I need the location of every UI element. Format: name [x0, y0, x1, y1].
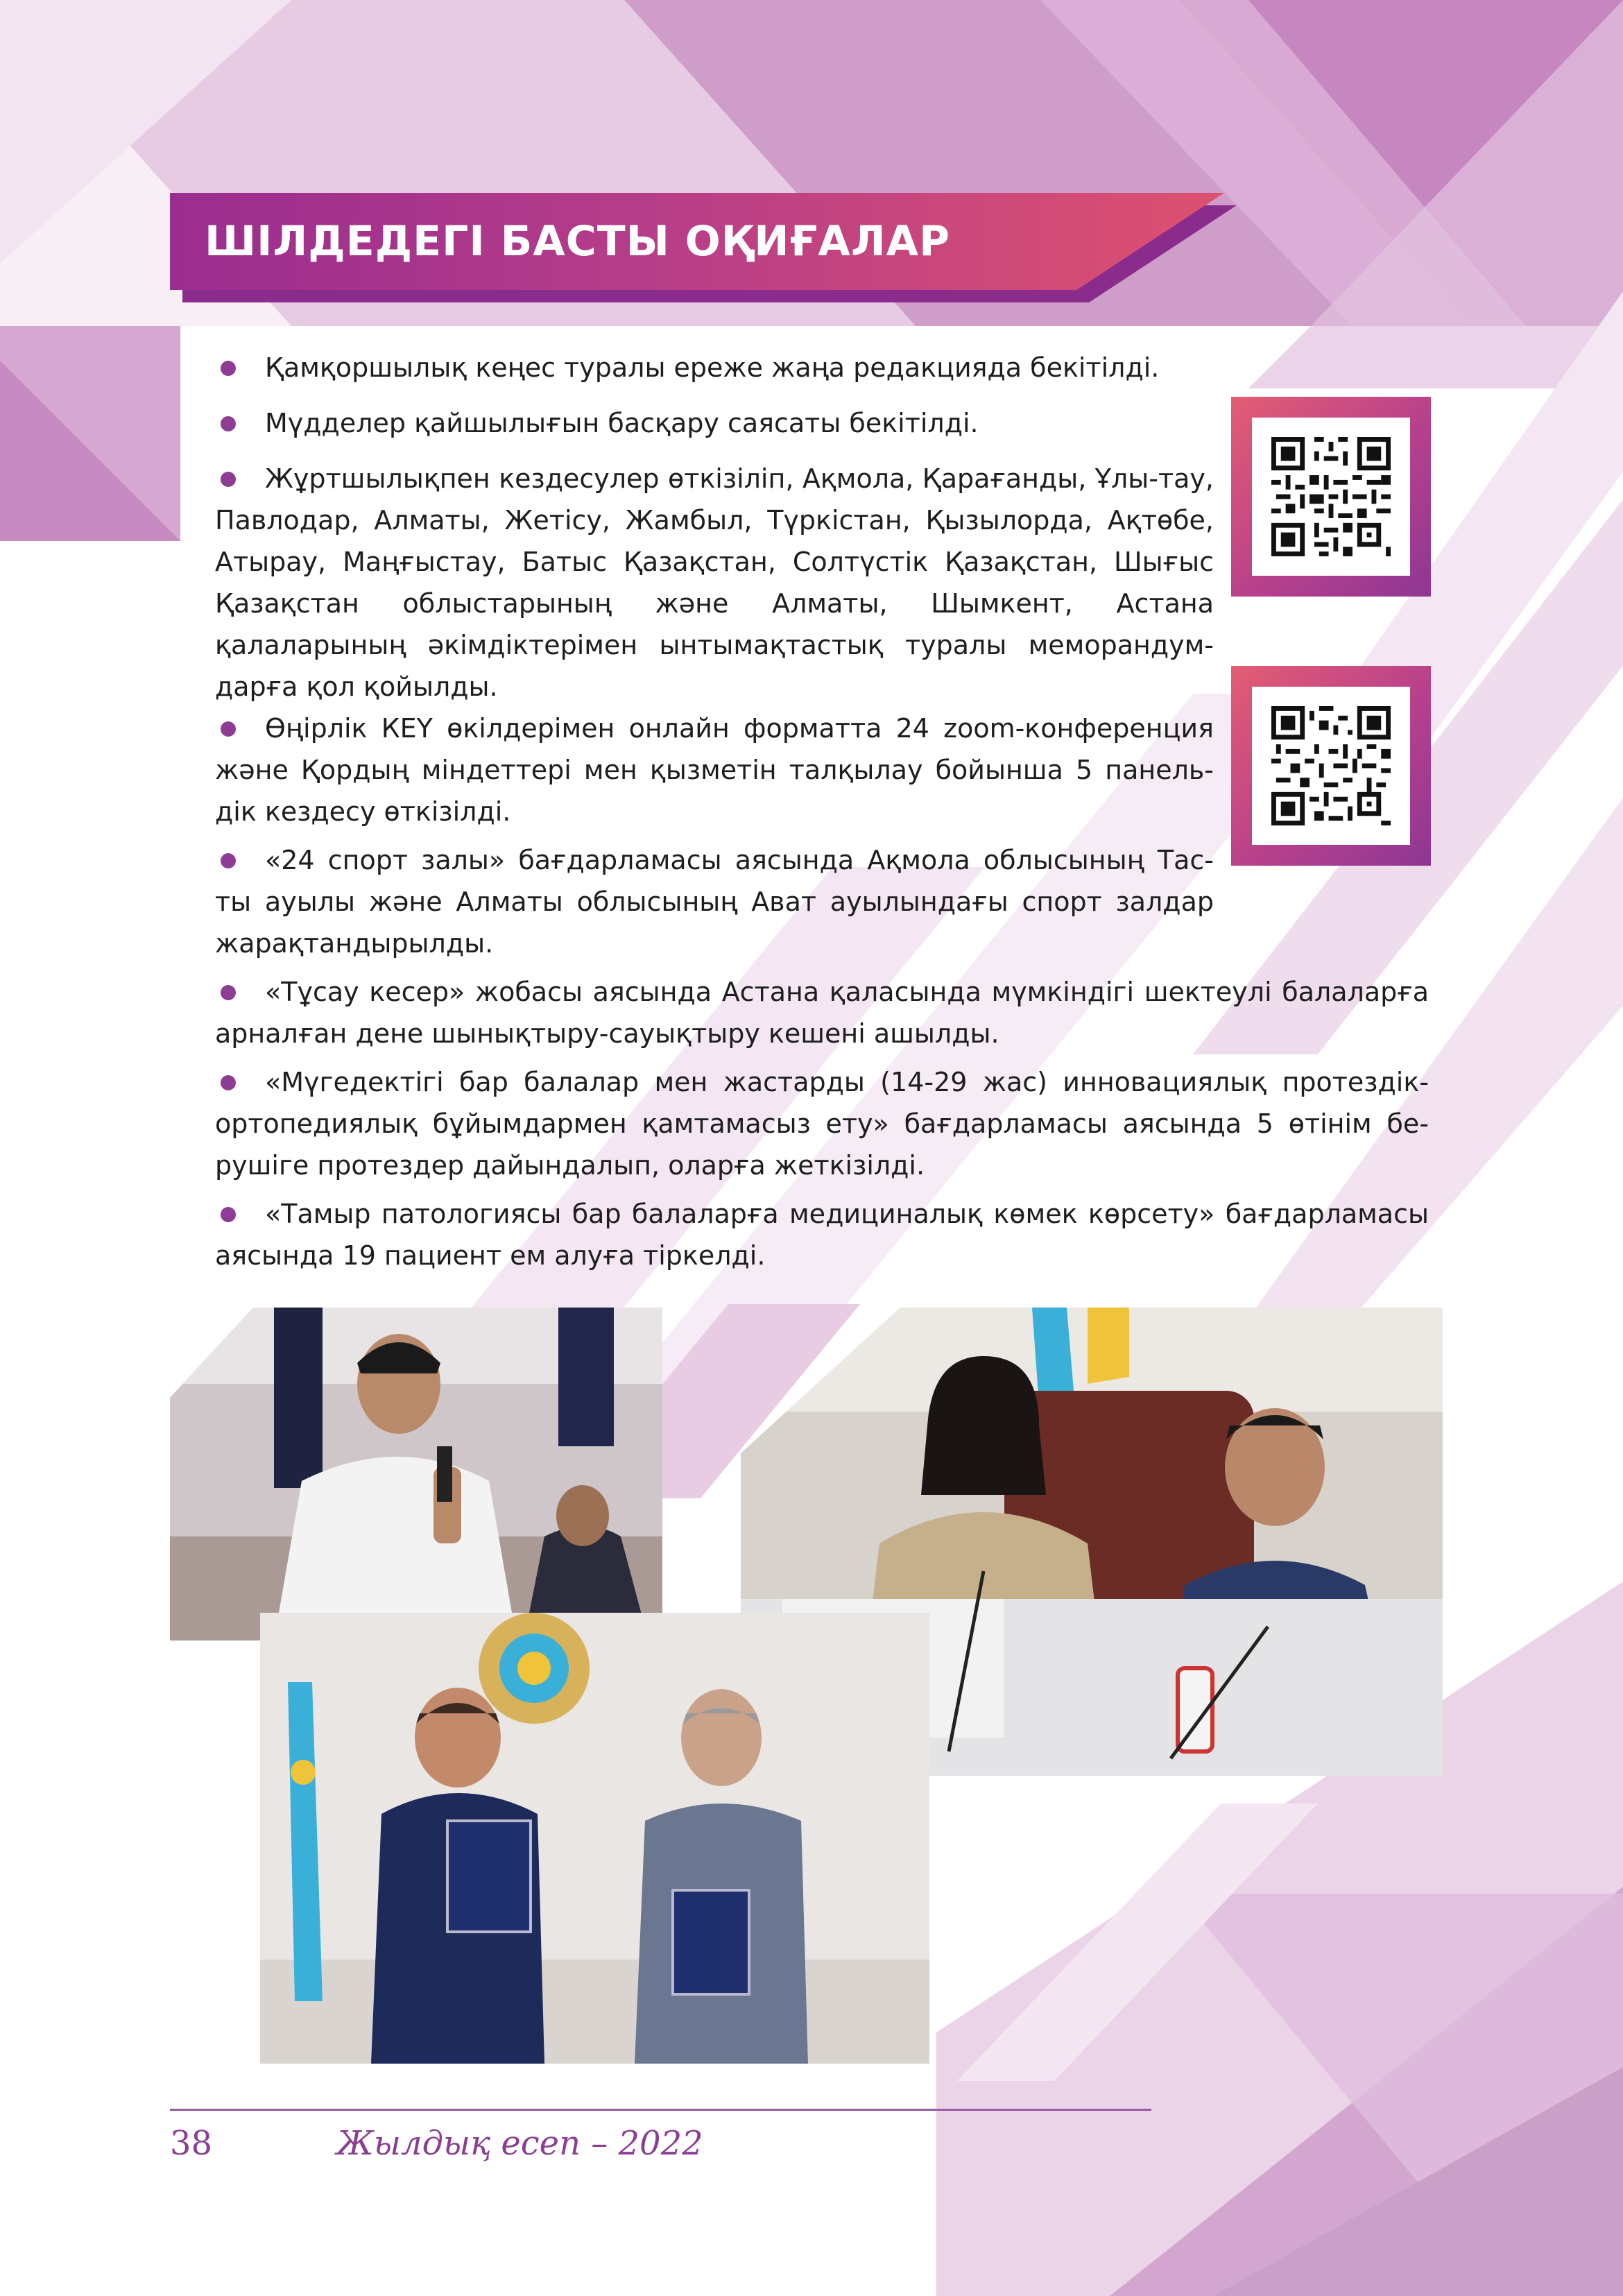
bullet-icon — [221, 1075, 236, 1090]
photo-memorandum-signing — [260, 1613, 929, 2064]
list-item — [215, 1061, 1429, 1186]
list-item-text: «24 спорт залы» бағдарламасы аясында Ақмола облысының Тас-ты ауылы және Алматы облысының Ават ауылындағы спорт залдар жарақтандырылды. — [215, 845, 1214, 959]
list-item — [215, 971, 1429, 1054]
list-item — [215, 402, 1221, 444]
footer-divider — [170, 2109, 1151, 2111]
list-item — [215, 347, 1221, 388]
qr-code-top[interactable] — [1231, 397, 1431, 597]
list-item-text: «Тұсау кесер» жобасы аясында Астана қаласында мүмкіндігі шектеулі балаларға арналған дене шынықтыру-сауықтыру кешені ашылды. — [215, 977, 1429, 1049]
list-item-text: Қамқоршылық кеңес туралы ереже жаңа редакцияда бекітілді. — [265, 352, 1160, 383]
list-item-text: Жұртшылықпен кездесулер өткізіліп, Ақмола, Қарағанды, Ұлы-тау, Павлодар, Алматы, Жетісу, Жамбыл, Түркістан, Қызылорда, Ақтөбе, Атырау, Маңғыстау, Батыс Қазақстан, Солтүстік Қазақстан, Шығыс Қазақстан облыстарының және Алматы, Шымкент, Астана қалаларының әкімдіктерімен ынтымақтастық туралы меморандум-дарға қол қойылды. — [215, 463, 1214, 702]
list-item — [215, 458, 1214, 708]
qr-code-icon — [1271, 437, 1391, 556]
section-title: ШІЛДЕДЕГІ БАСТЫ ОҚИҒАЛАР — [205, 217, 951, 266]
page-number: 38 — [170, 2124, 213, 2163]
qr-code-bottom[interactable] — [1231, 666, 1431, 866]
qr-code-icon — [1271, 706, 1391, 825]
list-item-text: «Тамыр патологиясы бар балаларға медициналық көмек көрсету» бағдарламасы аясында 19 пациент ем алуға тіркелді. — [215, 1199, 1429, 1271]
bullet-icon — [221, 361, 236, 376]
list-item — [215, 839, 1214, 964]
list-item — [215, 708, 1214, 832]
bullet-icon — [221, 721, 236, 737]
bullet-icon — [221, 853, 236, 868]
bullet-icon — [221, 416, 236, 431]
section-title-banner — [170, 193, 1224, 302]
photo-speaker-with-microphone — [170, 1308, 662, 1640]
bullet-icon — [221, 1207, 236, 1222]
bullet-icon — [221, 985, 236, 1000]
bullet-icon — [221, 472, 236, 487]
list-item — [215, 1193, 1429, 1276]
list-item-text: «Мүгедектігі бар балалар мен жастарды (14-29 жас) инновациялық протездік-ортопедиялық бұйымдармен қамтамасыз ету» бағдарламасы аясында 5 өтінім бе-рушіге протездер дайындалып, оларға жеткізілді. — [215, 1067, 1429, 1181]
list-item-text: Мүдделер қайшылығын басқару саясаты бекітілді. — [265, 408, 979, 438]
list-item-text: Өңірлік КЕҮ өкілдерімен онлайн форматта 24 zoom-конференция және Қордың міндеттері мен қызметін талқылау бойынша 5 панель-дік кездесу өткізілді. — [215, 713, 1214, 827]
report-title: Жылдық есеп – 2022 — [336, 2124, 703, 2163]
